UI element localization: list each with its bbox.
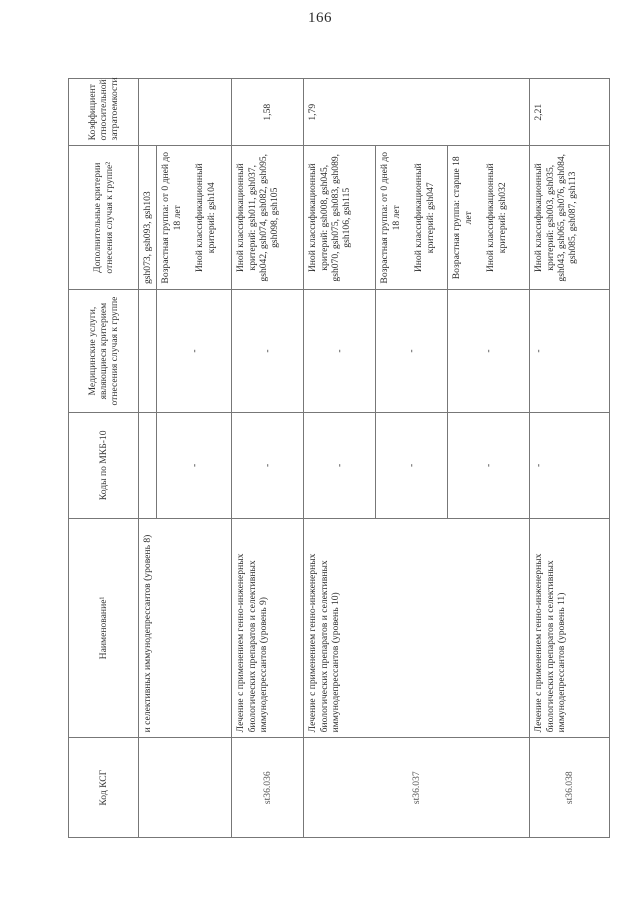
criteria-cell: gsh073, gsh093, gsh103 bbox=[139, 146, 157, 290]
page-number: 166 bbox=[308, 10, 332, 26]
services-cell: - bbox=[157, 290, 232, 413]
table-row bbox=[530, 79, 610, 838]
ksg-code-cell: st36.036 bbox=[232, 738, 304, 838]
ksg-code-cell: st36.038 bbox=[530, 738, 610, 838]
header-name: Наименование¹ bbox=[69, 518, 139, 738]
criteria-cell: Иной классификационный критерий: gsh003, gsh035, gsh043, gsh065, gsh076, gsh084, gsh085, gsh087, gsh113 bbox=[530, 146, 610, 290]
coefficient-cell: 1,79 bbox=[304, 79, 530, 146]
criteria-cell: Иной классификационный критерий: gsh008, gsh045, gsh070, gsh075, gsh083, gsh089, gsh106, gsh115 bbox=[304, 146, 376, 290]
mkb-cell: - bbox=[304, 413, 376, 518]
mkb-cell: - bbox=[376, 413, 448, 518]
table-row bbox=[232, 79, 304, 838]
criteria-cell: Возрастная группа: от 0 дней до 18 лет Иной классификационный критерий: gsh047 bbox=[376, 146, 448, 290]
rotated-table-container bbox=[68, 78, 586, 838]
mkb-cell: - bbox=[157, 413, 232, 518]
header-code: Код КСГ bbox=[69, 738, 139, 838]
mkb-cell: - bbox=[448, 413, 530, 518]
header-services: Медицинские услуги, являющиеся критерием отнесения случая к группе bbox=[69, 290, 139, 413]
criteria-cell: Возрастная группа: старше 18 лет Иной классификационный критерий: gsh032 bbox=[448, 146, 530, 290]
mkb-cell bbox=[139, 413, 157, 518]
ksg-name-cell: Лечение с применением генно-инженерных биологических препаратов и селективных иммунодепрессантов (уровень 11) bbox=[530, 518, 610, 738]
criteria-cell: Возрастная группа: от 0 дней до 18 лет Иной классификационный критерий: gsh104 bbox=[157, 146, 232, 290]
services-cell: - bbox=[448, 290, 530, 413]
ksg-name-cell: Лечение с применением генно-инженерных биологических препаратов и селективных иммунодепрессантов (уровень 10) bbox=[304, 518, 530, 738]
ksg-name-cell: Лечение с применением генно-инженерных биологических препаратов и селективных иммунодепрессантов (уровень 9) bbox=[232, 518, 304, 738]
services-cell: - bbox=[232, 290, 304, 413]
table-row bbox=[139, 79, 157, 838]
header-row bbox=[69, 79, 139, 838]
coefficient-cell: 2,21 bbox=[530, 79, 610, 146]
services-cell bbox=[139, 290, 157, 413]
services-cell: - bbox=[376, 290, 448, 413]
coefficient-cell: 1,58 bbox=[232, 79, 304, 146]
header-mkb: Коды по МКБ-10 bbox=[69, 413, 139, 518]
header-coefficient: Коэффициент относительной затратоемкости bbox=[69, 79, 139, 146]
services-cell: - bbox=[304, 290, 376, 413]
mkb-cell: - bbox=[530, 413, 610, 518]
ksg-table bbox=[68, 78, 610, 838]
ksg-name-cell: и селективных иммунодепрессантов (уровень 8) bbox=[139, 518, 232, 738]
coefficient-cell bbox=[139, 79, 232, 146]
ksg-code-cell: st36.037 bbox=[304, 738, 530, 838]
services-cell: - bbox=[530, 290, 610, 413]
table-row bbox=[304, 79, 376, 838]
header-criteria: Дополнительные критерии отнесения случая к группе² bbox=[69, 146, 139, 290]
criteria-cell: Иной классификационный критерий: gsh011, gsh037, gsh042, gsh074, gsh082, gsh095, gsh098, gsh105 bbox=[232, 146, 304, 290]
ksg-code-cell bbox=[139, 738, 232, 838]
mkb-cell: - bbox=[232, 413, 304, 518]
